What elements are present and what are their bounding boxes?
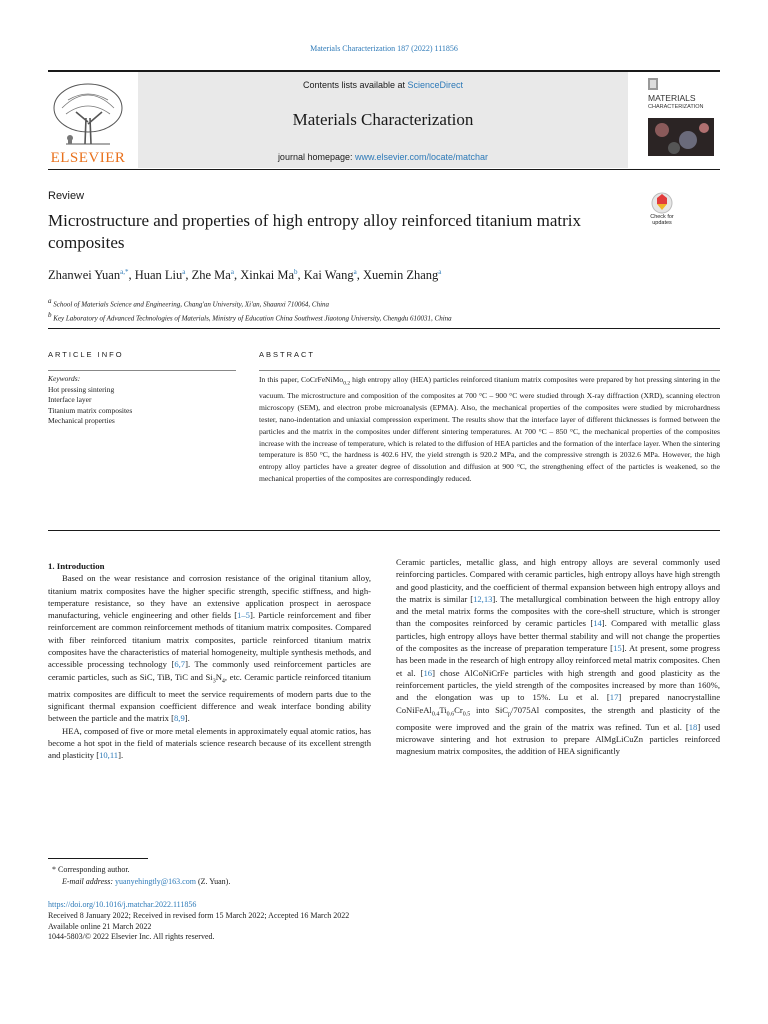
text-segment: N <box>215 671 222 682</box>
journal-homepage-line <box>138 152 628 162</box>
cover-title-line2: CHARACTERIZATION <box>648 104 704 110</box>
author-affil-mark[interactable]: b <box>294 268 298 276</box>
keywords-rule <box>48 370 236 371</box>
citation-link[interactable]: 18 <box>688 721 698 732</box>
keyword-item: Hot pressing sintering <box>48 384 115 394</box>
body-paragraph <box>48 572 371 724</box>
text-segment: ] chose AlCoNiCrFe particles with high strength and good plasticity as the reinforcement particles, the yield strength of the composites increased by more than 160%, and the elongation was up to 15%. Lu et al. [ <box>396 667 720 703</box>
text-segment: ]. <box>184 713 190 724</box>
text-segment: ] used microwave sintering and hot extrusion to prepare AlMgLiCuZn particles reinforced magnesium matrix composites, the addition of HEA significantly <box>396 721 720 757</box>
keyword-item: Mechanical properties <box>48 416 115 425</box>
article-title: Microstructure and properties of high entropy alloy reinforced titanium matrix composites <box>48 211 581 252</box>
cover-title <box>648 94 718 112</box>
text-segment: Ceramic particles, metallic glass, and high entropy alloys are several commonly used reinforcing particles. Compared with ceramic particles, high entropy alloys have high strength and good plasticity, and the coefficient of thermal expansion between high entropy alloys and the matrix is similar [ <box>396 557 720 604</box>
citation-link[interactable]: 14 <box>593 618 602 629</box>
abstract-segment: In this paper, CoCrFeNiMo <box>259 375 344 384</box>
citation-link[interactable]: 17 <box>609 692 619 703</box>
section-rule <box>48 530 720 531</box>
text-segment: /7075Al composites, the strength and plasticity of the composite were improved and the grain of the matrix was refined. Tun et al. [ <box>396 704 720 732</box>
publication-info <box>48 900 548 943</box>
text-segment: Based on the wear resistance and corrosion resistance of the original titanium alloy, titanium matrix composites have the higher specific strength, specific stiffness, and high-temperature resistance, so they have an extensive application prospect in aerospace manufacturing, vehicle engineering and other fields [ <box>48 573 371 621</box>
footnotes <box>48 864 468 887</box>
citation-link[interactable]: 8,9 <box>174 713 185 724</box>
homepage-prefix: journal homepage: <box>277 152 355 162</box>
author-name[interactable]: Zhanwei Yuan <box>48 268 121 283</box>
cover-image-icon <box>648 118 714 156</box>
text-segment: Cr <box>454 704 463 715</box>
abstract-label: ABSTRACT <box>259 350 316 359</box>
author-affil-mark[interactable]: a <box>353 268 357 276</box>
citation-link[interactable]: 12,13 <box>473 593 493 604</box>
body-paragraph <box>396 556 720 757</box>
text-segment: , etc. Ceramic particle reinforced titanium matrix composites are difficult to meet the service requirements of modern parts due to the significant thermal expansion coefficient difference and weak interface bonding ability between the particle and the matrix [ <box>48 671 371 724</box>
author-affil-mark[interactable]: a <box>230 268 234 276</box>
author-name[interactable]: Huan Liu <box>134 268 183 283</box>
author-affil-mark[interactable]: a <box>438 268 442 276</box>
text-segment: into SiC <box>470 704 509 715</box>
contents-prefix: Contents lists available at <box>302 80 408 90</box>
email-link[interactable]: yuanyehingtly@163.com <box>115 876 196 886</box>
abstract-text <box>259 374 720 485</box>
citation-link[interactable]: 1–5 <box>237 610 250 621</box>
received-dates: Received 8 January 2022; Received in revised form 15 March 2022; Accepted 16 March 2022 <box>48 910 350 920</box>
subscript: 0.5 <box>462 711 471 718</box>
journal-reference[interactable]: Materials Characterization 187 (2022) 111856 <box>310 44 458 53</box>
affiliation-text: Key Laboratory of Advanced Technologies of Materials, Ministry of Education China Southwest Jiaotong University, Chengdu 610031, China <box>53 314 452 323</box>
author-name[interactable]: Kai Wang <box>303 268 354 283</box>
text-segment: ]. Particle reinforcement and fiber reinforcement are common reinforcement methods of titanium matrix composites. Compared with fiber reinforced titanium matrix composites, particle reinforced titanium matrix composites have the characteristics of material homogeneity, multiple synthesis methods, and accessible processing technology [ <box>48 610 371 670</box>
affiliations <box>48 296 708 325</box>
text-segment: ]. The commonly used reinforcement particles are ceramic particles, such as SiC, TiB, TiC and Si <box>48 659 371 682</box>
keyword-item: Titanium matrix composites <box>48 405 133 415</box>
section-rule <box>48 328 720 329</box>
sciencedirect-link[interactable]: ScienceDirect <box>407 80 464 90</box>
subscript: 0.6 <box>446 711 455 718</box>
subscript: 4 <box>221 678 225 685</box>
text-segment: ]. The metallurgical combination between the high entropy alloy and the metal matrix forms the composites with the core-shell structure, which is stronger than the composites reinforced by ceramic particles [ <box>396 593 720 629</box>
keywords-label: Keywords: <box>48 374 81 383</box>
affiliation-item <box>48 296 708 310</box>
body-column-left <box>48 560 371 761</box>
email-suffix: (Z. Yuan). <box>195 876 231 886</box>
section-heading: 1. Introduction <box>48 561 105 571</box>
contents-available-line <box>138 80 628 90</box>
abstract-rule <box>259 370 720 371</box>
email-note <box>48 876 468 888</box>
journal-cover[interactable] <box>644 76 718 166</box>
copyright: 1044-5803/© 2022 Elsevier Inc. All rights reserved. <box>48 932 215 942</box>
body-column-right <box>396 556 720 757</box>
text-segment: ]. Compared with metallic glass particles, high entropy alloys have better thermal stability and will not change the properties of the composites as the increase of preparation temperature [ <box>396 618 720 654</box>
author-affil-mark[interactable]: a,* <box>120 268 129 276</box>
affiliation-item <box>48 310 708 324</box>
subscript: 3 <box>212 678 216 685</box>
corresponding-author-note: * Corresponding author. <box>48 865 130 874</box>
author-name[interactable]: Xinkai Ma <box>240 268 295 283</box>
text-segment: ]. <box>118 750 124 761</box>
corresponding-text: Corresponding author. <box>58 865 130 874</box>
citation-link[interactable]: 16 <box>423 667 433 678</box>
abstract-subscript: 0.2 <box>343 380 351 387</box>
affiliation-mark: b <box>48 311 52 320</box>
elsevier-wordmark: ELSEVIER <box>50 150 126 166</box>
article-type: Review <box>48 190 85 202</box>
body-paragraph <box>48 725 371 762</box>
check-for-updates-badge[interactable] <box>646 192 678 230</box>
citation-link[interactable]: 6,7 <box>174 659 186 670</box>
keywords-block <box>48 374 236 427</box>
text-segment: HEA, composed of five or more metal elements in approximately equal atomic ratios, has become a hot spot in the field of materials science research because of its excellent strength and plasticity [ <box>48 725 371 761</box>
journal-banner <box>48 70 720 170</box>
banner-bottom-rule <box>48 169 720 170</box>
abstract-segment: high entropy alloy (HEA) particles reinforced titanium matrix composites were prepared by hot pressing sintering in the vacuum. The microstructure and composition of the composites at 700 °C – 900 °C were studied through X-ray diffraction (XRD), scanning electron microscopy (SEM), and electron probe microanalysis (EPMA). Also, the mechanical properties of the composites were studied by microhardness tester, nano-indentation and uniaxial compression experiment. The results show that the interface layer of different thicknesses is formed between the particles and the matrix in the composites under different sintering temperatures. At 700 °C – 850 °C, the mechanical properties of the composites increase with the increase of temperature, which is related to the diffusion of HEA particles and the formation of the interface layer. When the sintering temperature is 850 °C, the hardness is 402.6 HV, the yield strength is 920.2 MPa, and the compressive strength is 2032.6 MPa. However, the high entropy alloy particles have a greater degree of dissolution and diffusion at 900 °C, the strengthening effect of the particles is weakened, so the mechanical properties of the composites are correspondingly reduced. <box>259 375 720 483</box>
citation-link[interactable]: 10,11 <box>99 750 119 761</box>
journal-header-panel <box>138 72 628 168</box>
text-segment: Ti <box>439 704 447 715</box>
affiliation-text: School of Materials Science and Engineering, Chang'an University, Xi'an, Shaanxi 710064, China <box>53 300 330 309</box>
author-name[interactable]: Xuemin Zhang <box>362 268 439 283</box>
email-label: E-mail address: <box>62 876 116 886</box>
subscript: p <box>508 711 512 718</box>
author-affil-mark[interactable]: a <box>182 268 186 276</box>
subscript: 0.4 <box>431 711 440 718</box>
available-online: Available online 21 March 2022 <box>48 921 152 931</box>
citation-link[interactable]: 15 <box>613 643 622 654</box>
check-updates-label: Check for updates <box>650 214 674 226</box>
text-segment: ]. At present, some progress has been made in the research of high entropy alloy reinforced metal matrix composites. Chen et al. [ <box>396 643 721 678</box>
elsevier-small-logo-icon <box>648 78 658 90</box>
cover-title-line1: MATERIALS <box>648 93 696 103</box>
author-list: Zhanwei Yuan$^{a,*}$, Huan Liu$^a$, Zhe Ma$^a$, Xinkai Ma$^b$, Kai Wang$^a$, Xuemin Zhang$^a$ <box>48 268 442 283</box>
check-updates-icon <box>650 192 674 214</box>
journal-homepage-link[interactable]: www.elsevier.com/locate/matchar <box>355 152 489 162</box>
text-segment: ] prepared nanocrystalline CoNiFeAl <box>396 692 721 715</box>
article-info-label: ARTICLE INFO <box>48 350 124 359</box>
doi-link[interactable]: https://doi.org/10.1016/j.matchar.2022.111856 <box>48 900 197 909</box>
author-name[interactable]: Zhe Ma <box>191 268 231 283</box>
affiliation-mark: a <box>48 297 52 305</box>
journal-title: Materials Characterization <box>292 110 474 129</box>
footnote-rule <box>48 858 148 859</box>
keyword-item: Interface layer <box>48 395 92 404</box>
